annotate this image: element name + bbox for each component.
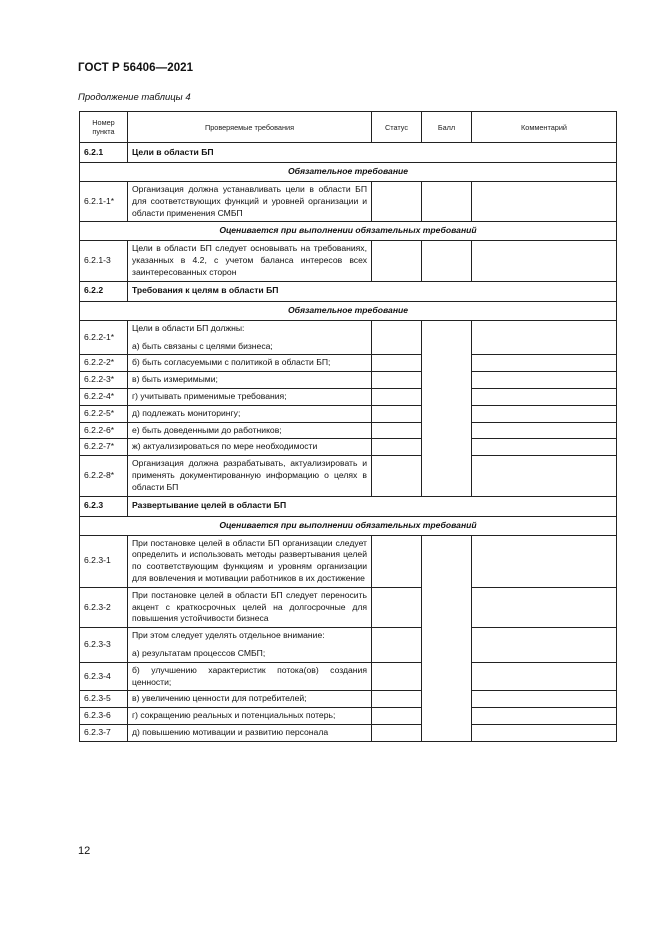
- status-cell[interactable]: [372, 456, 422, 496]
- status-cell[interactable]: [372, 320, 422, 355]
- requirement-intro: При этом следует уделять отдельное внимание:: [132, 630, 325, 641]
- requirement-intro: Цели в области БП должны:: [132, 322, 245, 333]
- status-cell[interactable]: [372, 372, 422, 389]
- comment-cell[interactable]: [472, 372, 617, 389]
- status-cell[interactable]: [372, 691, 422, 708]
- comment-cell[interactable]: [472, 320, 617, 355]
- status-cell[interactable]: [372, 628, 422, 663]
- requirement-text: При постановке целей в области БП организации следует определить и использовать методы развертывания целей по соответствующим функциям и уровням организации для вовлечения и мотивации работников в их достижение: [128, 535, 372, 587]
- status-cell[interactable]: [372, 182, 422, 222]
- comment-cell[interactable]: [472, 241, 617, 281]
- row-number: 6.2.3-4: [80, 662, 128, 691]
- requirement-text: г) сокращению реальных и потенциальных потерь;: [128, 708, 372, 725]
- table-row: [80, 320, 617, 355]
- table-row: [80, 405, 617, 422]
- column-header-requirements: Проверяемые требования: [128, 112, 372, 143]
- status-cell[interactable]: [372, 587, 422, 627]
- table-row: [80, 535, 617, 587]
- requirement-text: в) быть измеримыми;: [128, 372, 372, 389]
- row-number: 6.2.3-3: [80, 628, 128, 663]
- requirement-text: [128, 320, 372, 355]
- status-cell[interactable]: [372, 439, 422, 456]
- requirement-text: е) быть доведенными до работников;: [128, 422, 372, 439]
- section-title: Развертывание целей в области БП: [128, 496, 617, 516]
- category-row: [80, 222, 617, 241]
- section-title: Требования к целям в области БП: [128, 281, 617, 301]
- row-number: 6.2.3-5: [80, 691, 128, 708]
- row-number: 6.2.3-1: [80, 535, 128, 587]
- score-cell[interactable]: [422, 241, 472, 281]
- category-label: Обязательное требование: [80, 163, 617, 182]
- row-number: 6.2.3-6: [80, 708, 128, 725]
- table-row: [80, 587, 617, 627]
- status-cell[interactable]: [372, 662, 422, 691]
- table-row: [80, 182, 617, 222]
- requirement-item: а) быть связаны с целями бизнеса;: [132, 340, 273, 351]
- table-header-row: [80, 112, 617, 143]
- requirement-text: в) увеличению ценности для потребителей;: [128, 691, 372, 708]
- category-label: Оценивается при выполнении обязательных требований: [80, 516, 617, 535]
- requirement-text: Организация должна устанавливать цели в области БП для соответствующих функций и уровней организации и области применения СМБП: [128, 182, 372, 222]
- status-cell[interactable]: [372, 241, 422, 281]
- status-cell[interactable]: [372, 535, 422, 587]
- comment-cell[interactable]: [472, 405, 617, 422]
- row-number: 6.2.2-1*: [80, 320, 128, 355]
- requirement-text: Цели в области БП следует основывать на требованиях, указанных в 4.2, с учетом баланса интересов всех заинтересованных сторон: [128, 241, 372, 281]
- category-label: Обязательное требование: [80, 301, 617, 320]
- table-row: [80, 388, 617, 405]
- requirement-text: При постановке целей в области БП следует переносить акцент с краткосрочных целей на долгосрочные для повышения устойчивости бизнеса: [128, 587, 372, 627]
- requirement-text: Организация должна разрабатывать, актуализировать и применять документированную информацию о целях в области БП: [128, 456, 372, 496]
- table-row: [80, 691, 617, 708]
- comment-cell[interactable]: [472, 691, 617, 708]
- comment-cell[interactable]: [472, 388, 617, 405]
- section-row: [80, 496, 617, 516]
- row-number: 6.2.1: [80, 143, 128, 163]
- comment-cell[interactable]: [472, 587, 617, 627]
- category-row: [80, 516, 617, 535]
- comment-cell[interactable]: [472, 422, 617, 439]
- table-row: [80, 628, 617, 663]
- section-title: Цели в области БП: [128, 143, 617, 163]
- status-cell[interactable]: [372, 724, 422, 741]
- column-header-status: Статус: [372, 112, 422, 143]
- comment-cell[interactable]: [472, 439, 617, 456]
- requirement-text: д) повышению мотивации и развитию персонала: [128, 724, 372, 741]
- comment-cell[interactable]: [472, 355, 617, 372]
- table-caption: Продолжение таблицы 4: [78, 92, 191, 103]
- column-header-score: Балл: [422, 112, 472, 143]
- status-cell[interactable]: [372, 355, 422, 372]
- row-number: 6.2.3: [80, 496, 128, 516]
- requirement-text: д) подлежать мониторингу;: [128, 405, 372, 422]
- row-number: 6.2.2-3*: [80, 372, 128, 389]
- score-cell[interactable]: [422, 182, 472, 222]
- row-number: 6.2.2-8*: [80, 456, 128, 496]
- row-number: 6.2.1-1*: [80, 182, 128, 222]
- row-number: 6.2.2-7*: [80, 439, 128, 456]
- requirements-table: [79, 111, 617, 742]
- category-row: [80, 301, 617, 320]
- column-header-number: Номер пункта: [80, 112, 128, 143]
- comment-cell[interactable]: [472, 662, 617, 691]
- status-cell[interactable]: [372, 388, 422, 405]
- status-cell[interactable]: [372, 422, 422, 439]
- comment-cell[interactable]: [472, 182, 617, 222]
- requirement-text: ж) актуализироваться по мере необходимости: [128, 439, 372, 456]
- page-number: 12: [78, 845, 91, 857]
- category-row: [80, 163, 617, 182]
- row-number: 6.2.3-7: [80, 724, 128, 741]
- table-row: [80, 372, 617, 389]
- comment-cell[interactable]: [472, 628, 617, 663]
- table-row: [80, 241, 617, 281]
- score-cell[interactable]: [422, 320, 472, 496]
- score-cell[interactable]: [422, 535, 472, 741]
- requirement-text: [128, 628, 372, 663]
- table-row: [80, 422, 617, 439]
- comment-cell[interactable]: [472, 724, 617, 741]
- row-number: 6.2.2-6*: [80, 422, 128, 439]
- column-header-comment: Комментарий: [472, 112, 617, 143]
- status-cell[interactable]: [372, 708, 422, 725]
- section-row: [80, 281, 617, 301]
- table-row: [80, 439, 617, 456]
- row-number: 6.2.2-5*: [80, 405, 128, 422]
- requirement-item: а) результатам процессов СМБП;: [132, 647, 266, 658]
- requirement-text: б) быть согласуемыми с политикой в области БП;: [128, 355, 372, 372]
- comment-cell[interactable]: [472, 708, 617, 725]
- comment-cell[interactable]: [472, 535, 617, 587]
- table-row: [80, 456, 617, 496]
- row-number: 6.2.3-2: [80, 587, 128, 627]
- status-cell[interactable]: [372, 405, 422, 422]
- table-row: [80, 708, 617, 725]
- requirement-text: б) улучшению характеристик потока(ов) создания ценности;: [128, 662, 372, 691]
- requirement-text: г) учитывать применимые требования;: [128, 388, 372, 405]
- row-number: 6.2.2-2*: [80, 355, 128, 372]
- row-number: 6.2.1-3: [80, 241, 128, 281]
- document-code: ГОСТ Р 56406—2021: [78, 62, 194, 74]
- table-row: [80, 355, 617, 372]
- section-row: [80, 143, 617, 163]
- row-number: 6.2.2: [80, 281, 128, 301]
- row-number: 6.2.2-4*: [80, 388, 128, 405]
- comment-cell[interactable]: [472, 456, 617, 496]
- table-row: [80, 724, 617, 741]
- category-label: Оценивается при выполнении обязательных требований: [80, 222, 617, 241]
- table-row: [80, 662, 617, 691]
